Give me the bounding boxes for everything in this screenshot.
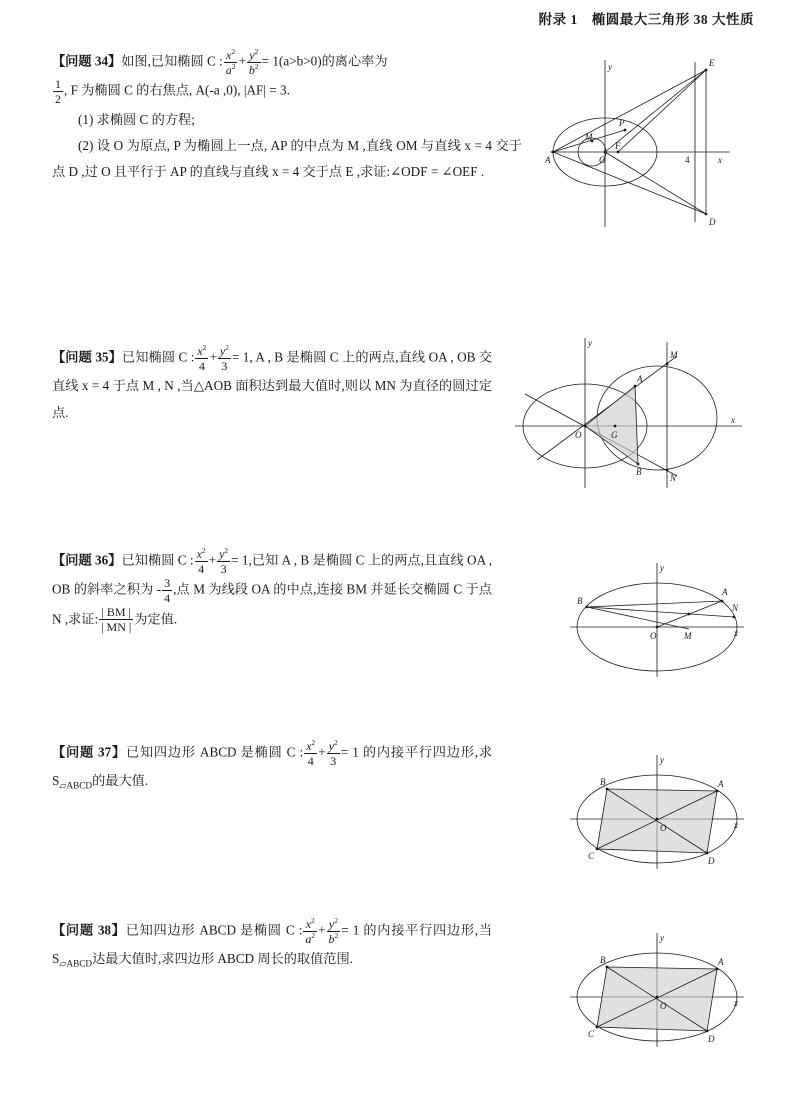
figure-35-label-M: M <box>670 350 678 360</box>
figure-35-label-A: A <box>637 374 643 384</box>
figure-36-label-B: B <box>577 596 583 606</box>
problem-34 <box>52 48 752 298</box>
figure-34-label-M: M <box>585 132 593 142</box>
figure-38-label-x: x <box>734 998 738 1008</box>
page-header: 附录 1 椭圆最大三角形 38 大性质 <box>538 12 754 27</box>
problem-37 <box>52 739 752 889</box>
figure-37-label-A: A <box>718 779 724 789</box>
problem-35-line-1: 已知椭圆 C : <box>121 349 195 365</box>
figure-37-label-y: y <box>660 755 664 765</box>
problem-36-line-4: 为定值. <box>134 611 178 627</box>
frac-y2-3b: $\frac{y^2}{3}$ <box>219 545 229 576</box>
figure-38-label-D: D <box>708 1034 715 1044</box>
figure-35 <box>507 328 752 508</box>
figure-35-label-y: y <box>588 338 592 348</box>
problem-36-line-1: 已知椭圆 C : <box>121 552 194 568</box>
figure-37 <box>562 743 752 878</box>
problem-37-line-2: = 1 的内接平行四边形,求 S <box>52 744 493 789</box>
figure-35-svg <box>507 328 752 503</box>
figure-34-label-E: E <box>709 58 715 68</box>
problem-37-line-1: 已知四边形 ABCD 是椭圆 C : <box>125 744 304 760</box>
sub-abcd-38: ▱ABCD <box>59 958 93 969</box>
page-content <box>52 48 752 1067</box>
figure-34 <box>530 52 740 267</box>
figure-34-label-y: y <box>608 62 612 72</box>
problem-37-text: 【问题 37】已知四边形 ABCD 是椭圆 C : $\frac{x^2}{4}$ + $\frac{y^2}{3}$ = 1 的内接平行四边形,求 $S_{▱ABCD}$的最大值. <box>52 737 493 791</box>
figure-37-label-D: D <box>708 856 715 866</box>
problem-34-line-1: 如图,已知椭圆 C : <box>121 53 223 69</box>
figure-35-label-N: N <box>670 473 677 483</box>
figure-34-label-D: D <box>709 217 716 227</box>
problem-38-line-1: 已知四边形 ABCD 是椭圆 C : <box>125 922 303 938</box>
frac-bm-mn <box>99 605 133 634</box>
figure-35-label-B: B <box>636 467 642 477</box>
problem-35-line-2: = 1, A , B 是椭圆 C 上的两点,直线 OA , OB 交直线 x = 4 于点 M , N ,当△AOB 面积达到最大值时,则以 MN 为直径的圆过定点. <box>52 349 493 420</box>
figure-38-label-C: C <box>588 1029 595 1039</box>
figure-34-label-x: x <box>718 155 722 165</box>
figure-35-label-G: G <box>611 430 618 440</box>
frac-3-4: $\frac{3}{4}$ <box>164 575 171 605</box>
problem-36-tag: 【问题 36】 <box>52 552 122 568</box>
figure-35-label-x: x <box>731 415 735 425</box>
figure-34-label-O: O <box>599 155 606 165</box>
problem-34-tag: 【问题 34】 <box>52 53 122 69</box>
figure-37-svg <box>562 743 752 873</box>
figure-38-label-B: B <box>600 955 606 965</box>
frac-y2-b2: $\frac{y^2}{b^2}$ <box>248 46 259 77</box>
figure-38-label-A: A <box>718 957 724 967</box>
frac-mn: | MN | <box>101 620 132 635</box>
problem-36-line-3: ,点 M 为线段 OA 的中点,连接 BM 并延长交椭圆 C 于点 N ,求证: <box>52 582 492 627</box>
figure-37-label-O: O <box>660 823 667 833</box>
figure-38 <box>562 921 752 1056</box>
figure-34-svg <box>530 52 740 262</box>
problem-38 <box>52 917 752 1067</box>
frac-x2-4b: $\frac{x^2}{4}$ <box>196 545 206 576</box>
figure-36 <box>562 551 752 686</box>
frac-x2-a2b: $\frac{x^2}{a^2}$ <box>305 915 316 946</box>
problem-38-tag: 【问题 38】 <box>52 922 126 938</box>
frac-y2-3: $\frac{y^2}{3}$ <box>219 342 229 373</box>
problem-37-line-3: 的最大值. <box>92 773 149 789</box>
problem-37-tag: 【问题 37】 <box>52 744 126 760</box>
problem-34-line-4: (1) 求椭圆 C 的方程; <box>78 111 195 127</box>
problem-35 <box>52 338 752 519</box>
figure-34-label-4: 4 <box>685 155 690 165</box>
figure-38-svg <box>562 921 752 1051</box>
problem-34-text: 【问题 34】如图,已知椭圆 C : $\frac{x^2}{a^2}$ + $\frac{y^2}{b^2}$ = 1(a>b>0)的离心率为 $\frac{1}{2}$ , F 为椭圆 C 的右焦点, A(-a ,0), |AF| = 3. (1) 求椭圆 C 的方程; (2) 设 O 为原点, P 为椭圆上一点, AP 的中点为 M ,直线 OM 与直线 x = 4 交于点 D ,过 O 且平行于 AP 的直线与直线 x = 4 交于点 E ,求证:∠ODF = ∠OEF . <box>52 46 522 180</box>
figure-37-label-x: x <box>734 820 738 830</box>
frac-x2-4: $\frac{x^2}{4}$ <box>197 342 207 373</box>
frac-y2-3c: $\frac{y^2}{3}$ <box>328 737 338 768</box>
problem-36-line-2: = 1,已知 A , B 是椭圆 C 上的两点,且直线 OA , OB 的斜率之积为 - <box>52 552 492 597</box>
problem-34-line-3: , F 为椭圆 C 的右焦点, A(-a ,0), |AF| = 3. <box>64 83 290 98</box>
frac-bm: | BM | <box>99 605 133 620</box>
frac-x2-a2: $\frac{x^2}{a^2}$ <box>225 46 236 77</box>
figure-36-label-A: A <box>722 587 728 597</box>
problem-38-line-2: = 1 的内接平行四边形,当 S <box>52 922 493 967</box>
problem-36-text: 【问题 36】已知椭圆 C : $\frac{x^2}{4}$ + $\frac{y^2}{3}$ = 1,已知 A , B 是椭圆 C 上的两点,且直线 OA , OB 的斜率之积为 - $\frac{3}{4}$ ,点 M 为线段 OA 的中点,连接 BM 并延长交椭圆 C 于点 N ,求证: $\frac{| BM |}{| MN |}$ 为定值. <box>52 545 492 635</box>
figure-36-label-x: x <box>734 628 738 638</box>
figure-36-label-M: M <box>684 631 692 641</box>
figure-35-label-O: O <box>575 430 582 440</box>
figure-37-label-B: B <box>600 777 606 787</box>
figure-34-label-A: A <box>545 155 551 165</box>
frac-y2-b2b: $\frac{y^2}{b^2}$ <box>328 915 339 946</box>
frac-x2-4c: $\frac{x^2}{4}$ <box>306 737 316 768</box>
problem-38-line-3: 达最大值时,求四边形 ABCD 周长的取值范围. <box>92 951 353 967</box>
figure-38-label-O: O <box>660 1001 667 1011</box>
frac-1-2: $\frac{1}{2}$ <box>55 76 61 106</box>
problem-34-line-5: (2) 设 O 为原点, P 为椭圆上一点, AP 的中点为 M ,直线 OM 与直线 x = 4 交于点 D ,过 O 且平行于 AP 的直线与直线 x = 4 交于点 E ,求证:∠ODF = ∠OEF . <box>52 138 522 180</box>
figure-38-label-y: y <box>660 933 664 943</box>
sub-abcd-37: ▱ABCD <box>59 780 93 791</box>
problem-35-tag: 【问题 35】 <box>52 349 122 365</box>
problem-38-text: 【问题 38】已知四边形 ABCD 是椭圆 C : $\frac{x^2}{a^2}$ + $\frac{y^2}{b^2}$ = 1 的内接平行四边形,当 $S_{▱ABCD}$达最大值时,求四边形 ABCD 周长的取值范围. <box>52 915 493 969</box>
figure-37-label-C: C <box>588 851 595 861</box>
figure-34-label-F: F <box>615 141 621 151</box>
problem-35-text: 【问题 35】已知椭圆 C : $\frac{x^2}{4}$ + $\frac{y^2}{3}$ = 1, A , B 是椭圆 C 上的两点,直线 OA , OB 交直线 x = 4 于点 M , N ,当△AOB 面积达到最大值时,则以 MN 为直径的圆过定点. <box>52 342 493 420</box>
figure-36-svg <box>562 551 752 681</box>
figure-36-label-N: N <box>732 603 739 613</box>
problem-34-line-2: = 1(a>b>0)的离心率为 <box>261 53 388 69</box>
problem-36 <box>52 547 752 697</box>
figure-36-label-O: O <box>650 631 657 641</box>
figure-34-label-P: P <box>619 118 625 128</box>
figure-36-label-y: y <box>660 563 664 573</box>
